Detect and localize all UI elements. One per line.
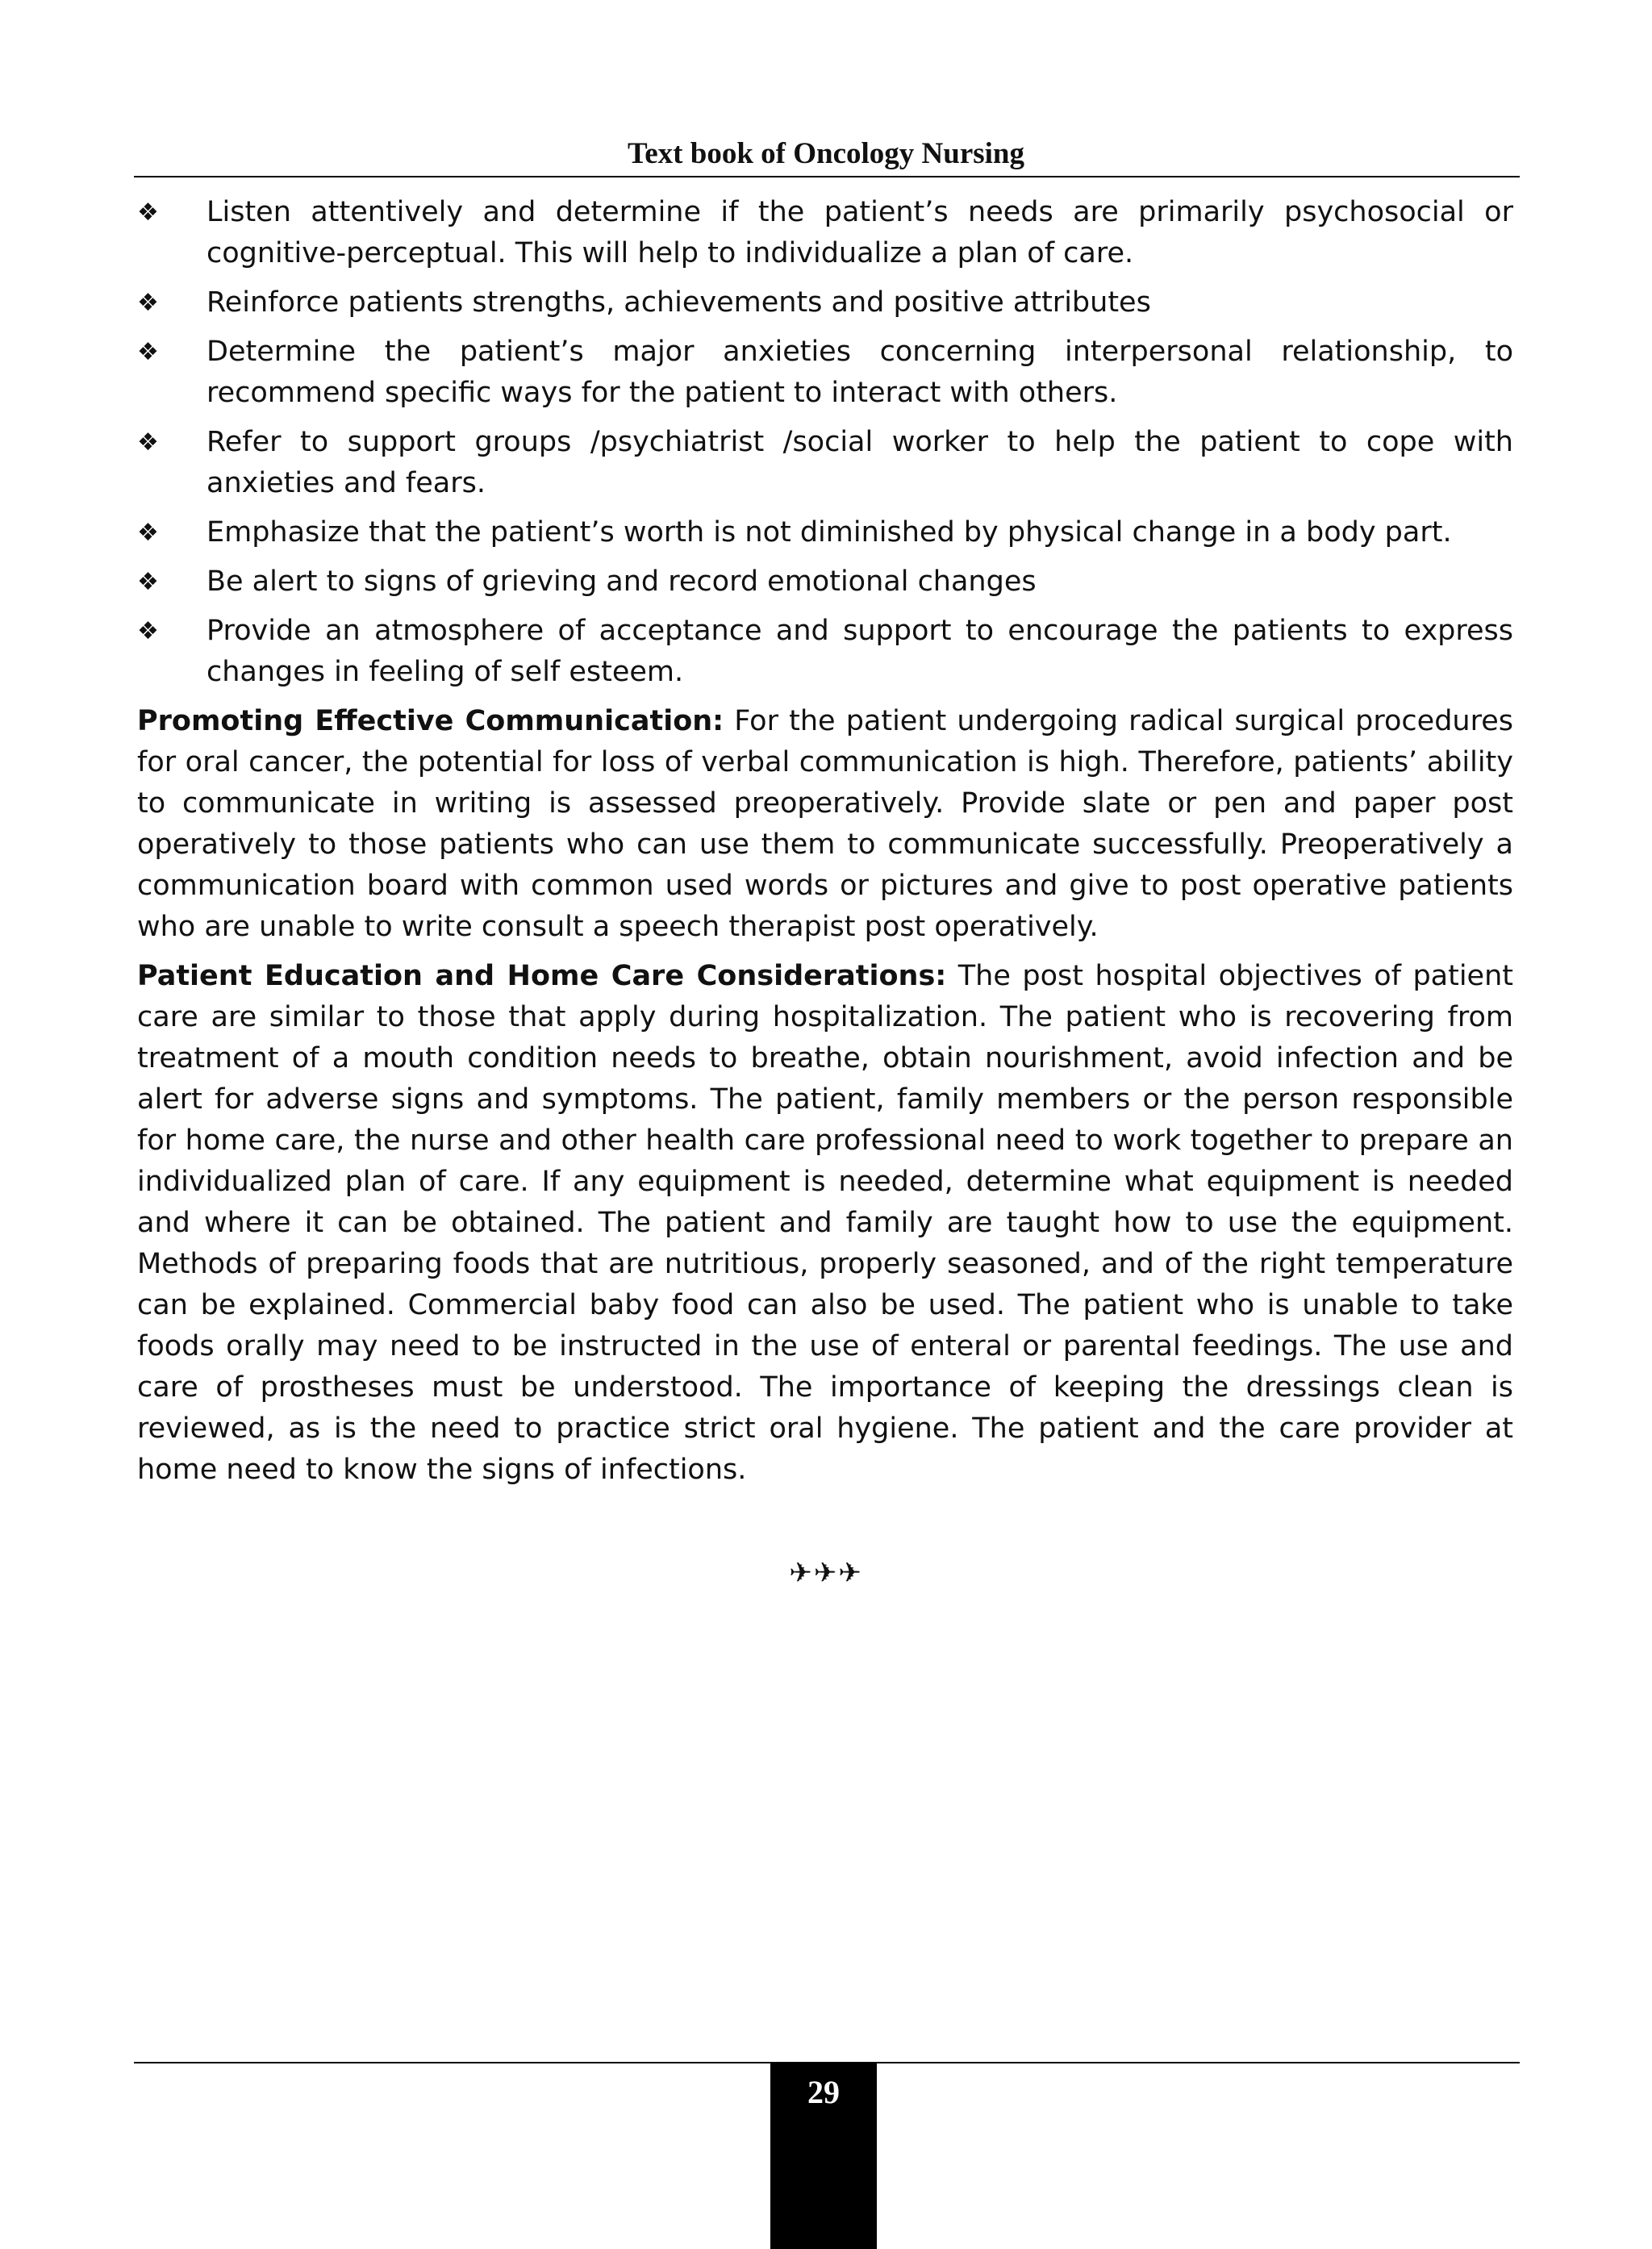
diamond-bullet-icon: ❖	[137, 338, 159, 366]
communication-text: For the patient undergoing radical surgical procedures for oral cancer, the potential for loss of verbal communication is high. Therefore, patients’ ability to communicate in writing is assessed preoperatively. Provide slate or pen and paper post operatively to those patients who can use them to communicate successfully. Preoperatively a communication board with common used words or pictures and give to post operative patients who are unable to write consult a speech therapist post operatively.	[137, 705, 1513, 943]
list-item-text: Provide an atmosphere of acceptance and support to encourage the patients to express changes in feeling of self esteem.	[206, 615, 1513, 688]
page-number: 29	[807, 2074, 840, 2110]
list-item-text: Reinforce patients strengths, achievements and positive attributes	[206, 286, 1151, 319]
list-item-text: Emphasize that the patient’s worth is not diminished by physical change in a body part.	[206, 516, 1452, 549]
list-item	[137, 611, 1513, 693]
running-header-title: Text book of Oncology Nursing	[627, 137, 1025, 170]
list-item-text: Listen attentively and determine if the patient’s needs are primarily psychosocial or cognitive-perceptual. This will help to individualize a plan of care.	[206, 196, 1513, 269]
section-end-ornament-icon: ✈✈✈	[789, 1557, 863, 1589]
list-item	[137, 282, 1513, 323]
home-care-heading: Patient Education and Home Care Considerations:	[137, 960, 947, 992]
list-item	[137, 192, 1513, 274]
page-number-tab	[770, 2062, 877, 2249]
list-item	[137, 561, 1513, 603]
page-body	[137, 192, 1513, 1499]
list-item-text: Be alert to signs of grieving and record emotional changes	[206, 565, 1037, 598]
diamond-bullet-icon: ❖	[137, 519, 159, 547]
care-bullet-list	[137, 192, 1513, 693]
communication-heading: Promoting Effective Communication:	[137, 705, 724, 737]
list-item	[137, 332, 1513, 414]
header-rule	[134, 176, 1520, 177]
diamond-bullet-icon: ❖	[137, 428, 159, 457]
list-item	[137, 512, 1513, 553]
diamond-bullet-icon: ❖	[137, 289, 159, 317]
list-item-text: Determine the patient’s major anxieties concerning interpersonal relationship, to recommend specific ways for the patient to interact with others.	[206, 336, 1513, 409]
home-care-text: The post hospital objectives of patient care are similar to those that apply during hospitalization. The patient who is recovering from treatment of a mouth condition needs to breathe, obtain nourishment, avoid infection and be alert for adverse signs and symptoms. The patient, family members or the person responsible for home care, the nurse and other health care professional need to work together to prepare an individualized plan of care. If any equipment is needed, determine what equipment is needed and where it can be obtained. The patient and family are taught how to use the equipment. Methods of preparing foods that are nutritious, properly seasoned, and of the right temperature can be explained. Commercial baby food can also be used. The patient who is unable to take foods orally may need to be instructed in the use of enteral or parental feedings. The use and care of prostheses must be understood. The importance of keeping the dressings clean is reviewed, as is the need to practice strict oral hygiene. The patient and the care provider at home need to know the signs of infections.	[137, 960, 1513, 1486]
list-item	[137, 422, 1513, 504]
diamond-bullet-icon: ❖	[137, 568, 159, 596]
communication-paragraph	[137, 701, 1513, 948]
list-item-text: Refer to support groups /psychiatrist /social worker to help the patient to cope with anxieties and fears.	[206, 426, 1513, 499]
diamond-bullet-icon: ❖	[137, 198, 159, 227]
diamond-bullet-icon: ❖	[137, 617, 159, 645]
home-care-paragraph	[137, 956, 1513, 1491]
